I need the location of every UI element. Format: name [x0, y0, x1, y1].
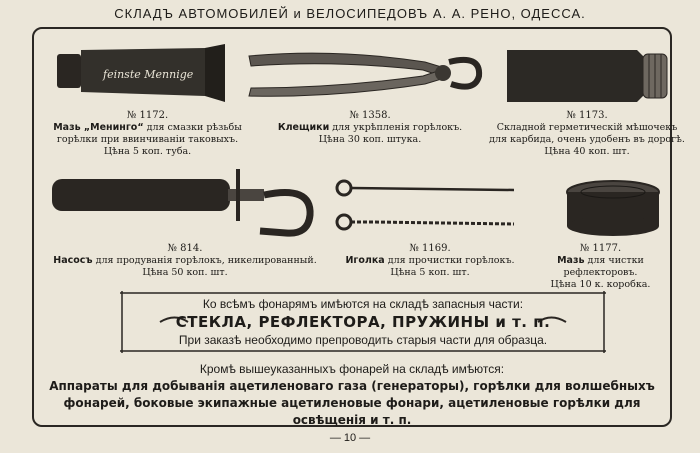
item-1177: [528, 243, 673, 291]
item-1173: [487, 110, 687, 158]
item-price: Цѣна 10 к. коробка.: [550, 279, 651, 290]
pliers-icon: [245, 46, 485, 104]
spare-parts-list: СТЕКЛА, РЕФЛЕКТОРА, ПРУЖИНЫ и т. п.: [175, 313, 551, 331]
item-price: Цѣна 30 коп. штука.: [318, 134, 422, 145]
spare-parts-intro: Ко всѣмъ фонарямъ имѣются на складѣ запасныя части:: [202, 297, 524, 311]
item-number: № 1358.: [349, 110, 391, 121]
item-number: № 1169.: [409, 243, 451, 254]
carbide-bag-icon: [505, 48, 670, 104]
item-number: № 1173.: [566, 110, 608, 121]
item-name: Иголка: [345, 255, 385, 266]
additional-stock-list: Аппараты для добыванія ацетиленоваго газа (генераторы), горѣлки для волшебныхъ фонарей, боковые экипажные ацетиленовые фонари, ацетиленовые горѣлки для освѣщенія и т. п.: [49, 379, 655, 427]
item-price: Цѣна 5 коп. шт.: [390, 267, 470, 278]
item-1172: [45, 110, 250, 158]
item-price: Цѣна 5 коп. туба.: [103, 146, 192, 157]
spare-parts-note: При заказѣ необходимо препроводить старыя части для образца.: [178, 333, 548, 347]
tube-label: feinste Mennige: [103, 68, 194, 81]
item-description: для укрѣпленія горѣлокъ.: [332, 122, 463, 133]
item-name: Клещики: [277, 122, 330, 133]
item-1169: [330, 243, 530, 279]
page-number: — 10 —: [329, 432, 371, 444]
item-name: Насосъ: [53, 255, 93, 266]
item-price: Цѣна 50 коп. шт.: [142, 267, 228, 278]
item-description: Складной герметическій мѣшочекъ для карбида, очень удобенъ въ дорогѣ.: [489, 122, 685, 145]
pump-icon: [50, 165, 318, 240]
additional-stock-intro: Кромѣ вышеуказанныхъ фонарей на складѣ имѣются:: [199, 362, 505, 376]
item-description: для прочистки горѣлокъ.: [387, 255, 515, 266]
needle-icon: [334, 178, 519, 236]
page-header: СКЛАДЪ АВТОМОБИЛЕЙ и ВЕЛОСИПЕДОВЪ А. А. РЕНО, ОДЕССА.: [114, 6, 586, 21]
polish-tin-icon: [562, 178, 664, 238]
item-number: № 814.: [167, 243, 203, 254]
item-price: Цѣна 40 коп. шт.: [544, 146, 630, 157]
item-description: для продуванія горѣлокъ, никелированный.: [95, 255, 317, 266]
item-1358: [270, 110, 470, 146]
item-description: для чистки рефлекторовъ.: [563, 255, 644, 278]
item-814: [45, 243, 325, 279]
item-name: Мазь: [557, 255, 585, 266]
spare-parts-box: [120, 291, 606, 353]
item-number: № 1177.: [579, 243, 622, 254]
grease-tube-icon: [55, 40, 230, 108]
item-name: Мазь „Менинго“: [53, 122, 144, 133]
item-description: для смазки рѣзьбы горѣлки при ввинчиваніи таковыхъ.: [56, 122, 242, 145]
item-number: № 1172.: [126, 110, 169, 121]
